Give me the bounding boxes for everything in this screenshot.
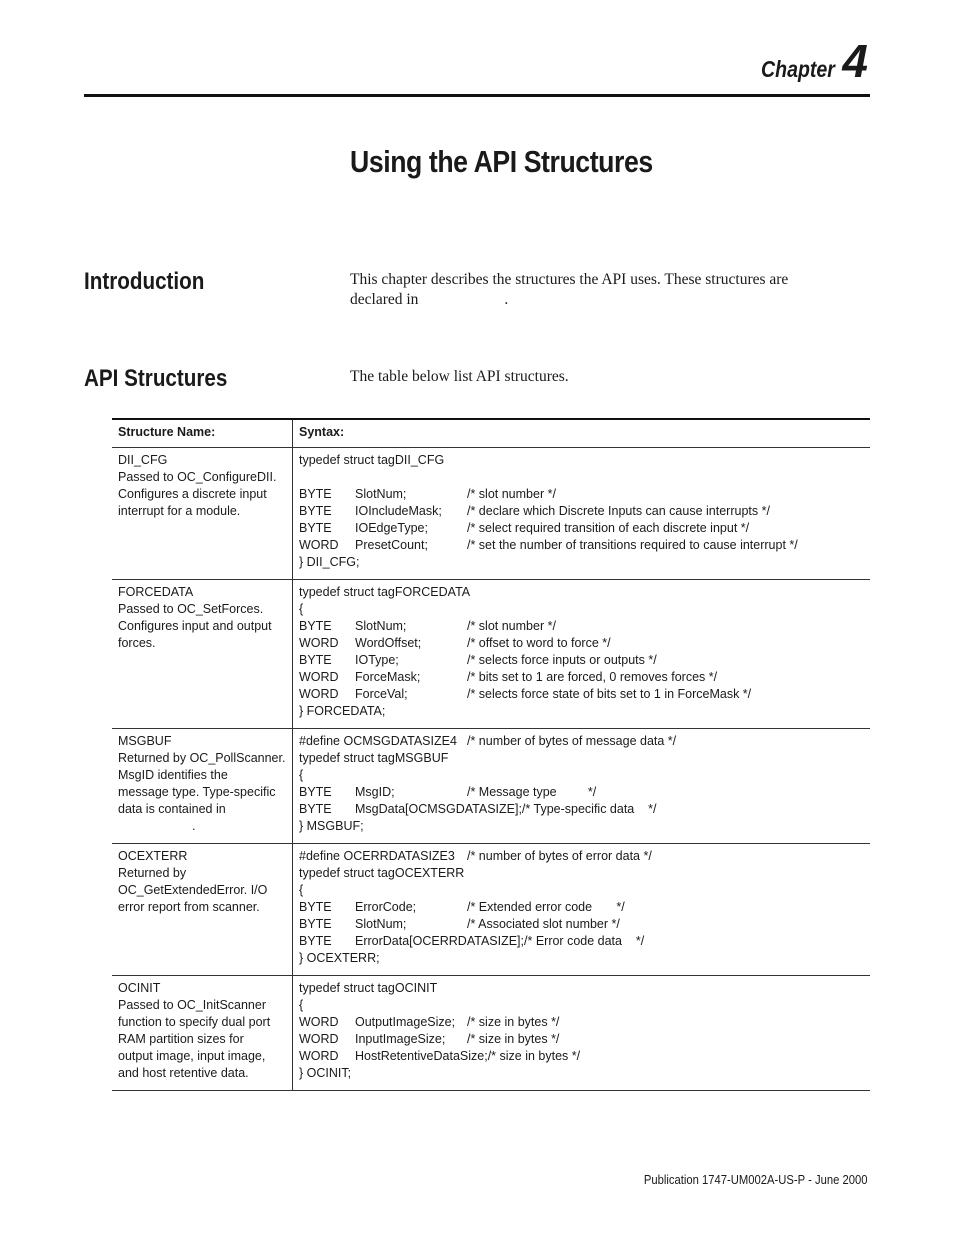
code-text: typedef struct tagFORCEDATA bbox=[299, 585, 471, 599]
structure-name-line: FORCEDATA bbox=[118, 585, 194, 599]
page-title: Using the API Structures bbox=[350, 144, 653, 179]
table-row bbox=[112, 844, 870, 976]
code-field: SlotNum; bbox=[355, 917, 407, 931]
structure-name-line: Passed to OC_ConfigureDII. bbox=[118, 470, 277, 484]
code-field: SlotNum; bbox=[355, 487, 407, 501]
code-line bbox=[299, 554, 864, 571]
code-comment: /* Associated slot number */ bbox=[467, 917, 620, 931]
code-line bbox=[299, 933, 864, 950]
code-field: ErrorCode; bbox=[355, 900, 417, 914]
code-comment: /* set the number of transitions required to cause interrupt */ bbox=[467, 538, 798, 552]
structure-name-cell bbox=[112, 448, 293, 580]
introduction-text-line2: declared in bbox=[350, 291, 419, 308]
structure-name-line: output image, input image, bbox=[118, 1049, 266, 1063]
structure-name-line: RAM partition sizes for bbox=[118, 1032, 244, 1046]
structure-name-line: Configures a discrete input bbox=[118, 487, 267, 501]
code-type: BYTE bbox=[299, 900, 332, 914]
code-comment: /* bits set to 1 are forced, 0 removes forces */ bbox=[467, 670, 718, 684]
structure-name-line: forces. bbox=[118, 636, 156, 650]
chapter-heading bbox=[748, 35, 869, 87]
code-line bbox=[299, 686, 864, 703]
introduction-text-period: . bbox=[504, 291, 509, 308]
chapter-number: 4 bbox=[842, 35, 868, 87]
structure-name-line: OC_GetExtendedError. I/O bbox=[118, 883, 268, 897]
code-type: BYTE bbox=[299, 504, 332, 518]
table-row bbox=[112, 448, 870, 580]
code-line bbox=[299, 997, 864, 1014]
code-define: #define OCERRDATASIZE3 bbox=[299, 849, 455, 863]
structure-name-line: MsgID identifies the bbox=[118, 768, 228, 782]
structure-name-line: OCINIT bbox=[118, 981, 161, 995]
code-text: typedef struct tagDII_CFG bbox=[299, 453, 445, 467]
code-field: ForceVal; bbox=[355, 687, 408, 701]
structure-name-line: and host retentive data. bbox=[118, 1066, 249, 1080]
structure-name-line: OCEXTERR bbox=[118, 849, 188, 863]
code-comment: /* select required transition of each discrete input */ bbox=[467, 521, 750, 535]
code-text: { bbox=[299, 998, 304, 1012]
code-text: typedef struct tagOCEXTERR bbox=[299, 866, 465, 880]
code-type: WORD bbox=[299, 636, 339, 650]
code-field: OutputImageSize; bbox=[355, 1015, 456, 1029]
code-type: BYTE bbox=[299, 619, 332, 633]
code-text: { bbox=[299, 768, 304, 782]
introduction-text bbox=[350, 270, 870, 310]
code-text: } OCINIT; bbox=[299, 1066, 352, 1080]
code-type: WORD bbox=[299, 538, 339, 552]
structure-name-line: Configures input and output bbox=[118, 619, 272, 633]
code-comment: /* number of bytes of message data */ bbox=[467, 734, 677, 748]
code-field: ErrorData[OCERRDATASIZE];/* Error code data */ bbox=[355, 934, 645, 948]
code-line bbox=[299, 503, 864, 520]
structure-name-cell bbox=[112, 580, 293, 729]
code-type: BYTE bbox=[299, 802, 332, 816]
code-text: { bbox=[299, 602, 304, 616]
code-line bbox=[299, 537, 864, 554]
chapter-label: Chapter bbox=[760, 56, 835, 82]
structure-name-line: Passed to OC_InitScanner bbox=[118, 998, 266, 1012]
code-text: typedef struct tagMSGBUF bbox=[299, 751, 449, 765]
code-text: { bbox=[299, 883, 304, 897]
structure-name-cell bbox=[112, 844, 293, 976]
structure-name-line: Passed to OC_SetForces. bbox=[118, 602, 264, 616]
code-text: typedef struct tagOCINIT bbox=[299, 981, 438, 995]
introduction-heading: Introduction bbox=[84, 268, 205, 295]
api-structures-heading: API Structures bbox=[84, 365, 228, 392]
code-line bbox=[299, 950, 864, 967]
code-type: BYTE bbox=[299, 917, 332, 931]
code-type: WORD bbox=[299, 1032, 339, 1046]
structure-name-cell bbox=[112, 729, 293, 844]
code-comment: /* selects force inputs or outputs */ bbox=[467, 653, 657, 667]
structure-name-line: interrupt for a module. bbox=[118, 504, 241, 518]
code-line bbox=[299, 1065, 864, 1082]
header-structure-name: Structure Name: bbox=[112, 419, 293, 448]
introduction-text-line1: This chapter describes the structures the API uses. These structures are bbox=[350, 271, 789, 288]
structure-name-line: MSGBUF bbox=[118, 734, 172, 748]
code-field: ForceMask; bbox=[355, 670, 421, 684]
code-field: MsgData[OCMSGDATASIZE];/* Type-specific data */ bbox=[355, 802, 657, 816]
code-line bbox=[299, 750, 864, 767]
code-text: } DII_CFG; bbox=[299, 555, 360, 569]
syntax-cell bbox=[293, 976, 871, 1091]
code-line bbox=[299, 486, 864, 503]
code-field: IOIncludeMask; bbox=[355, 504, 442, 518]
code-line bbox=[299, 601, 864, 618]
syntax-cell bbox=[293, 448, 871, 580]
code-comment: /* slot number */ bbox=[467, 487, 556, 501]
code-line bbox=[299, 1031, 864, 1048]
code-type: WORD bbox=[299, 1015, 339, 1029]
code-type: WORD bbox=[299, 687, 339, 701]
code-field: SlotNum; bbox=[355, 619, 407, 633]
table-row bbox=[112, 976, 870, 1091]
code-line bbox=[299, 848, 864, 865]
structure-name-line: function to specify dual port bbox=[118, 1015, 271, 1029]
structure-name-line: message type. Type-specific bbox=[118, 785, 276, 799]
code-line bbox=[299, 801, 864, 818]
code-comment: /* Message type */ bbox=[467, 785, 597, 799]
code-line bbox=[299, 652, 864, 669]
code-line bbox=[299, 767, 864, 784]
code-type: BYTE bbox=[299, 487, 332, 501]
structure-name-line: . bbox=[192, 819, 196, 833]
code-type: BYTE bbox=[299, 934, 332, 948]
table-row bbox=[112, 729, 870, 844]
code-line bbox=[299, 1014, 864, 1031]
code-comment: /* declare which Discrete Inputs can cause interrupts */ bbox=[467, 504, 770, 518]
code-comment: /* offset to word to force */ bbox=[467, 636, 611, 650]
syntax-cell bbox=[293, 580, 871, 729]
syntax-cell bbox=[293, 729, 871, 844]
structure-name-line: DII_CFG bbox=[118, 453, 168, 467]
code-text: } OCEXTERR; bbox=[299, 951, 380, 965]
table-body bbox=[112, 448, 870, 1091]
structure-name-line: data is contained in bbox=[118, 802, 226, 816]
chapter-rule bbox=[84, 94, 870, 97]
footer-publication: Publication 1747-UM002A-US-P - June 2000 bbox=[644, 1173, 868, 1187]
structure-name-line: Returned by bbox=[118, 866, 187, 880]
code-line bbox=[299, 635, 864, 652]
code-line bbox=[299, 703, 864, 720]
structure-name-line: Returned by OC_PollScanner. bbox=[118, 751, 286, 765]
code-line bbox=[299, 1048, 864, 1065]
table-header-row bbox=[112, 419, 870, 448]
code-comment: /* selects force state of bits set to 1 in ForceMask */ bbox=[467, 687, 752, 701]
code-type: WORD bbox=[299, 670, 339, 684]
code-field: MsgID; bbox=[355, 785, 395, 799]
code-line bbox=[299, 865, 864, 882]
code-comment: /* size in bytes */ bbox=[467, 1015, 560, 1029]
code-field: IOType; bbox=[355, 653, 399, 667]
code-line bbox=[299, 469, 864, 486]
code-field: InputImageSize; bbox=[355, 1032, 446, 1046]
code-text: } FORCEDATA; bbox=[299, 704, 386, 718]
code-line bbox=[299, 452, 864, 469]
code-comment: /* slot number */ bbox=[467, 619, 556, 633]
structure-name-cell bbox=[112, 976, 293, 1091]
code-line bbox=[299, 520, 864, 537]
code-line bbox=[299, 784, 864, 801]
code-line bbox=[299, 899, 864, 916]
code-line bbox=[299, 669, 864, 686]
code-field: WordOffset; bbox=[355, 636, 422, 650]
code-field: PresetCount; bbox=[355, 538, 428, 552]
code-comment: /* number of bytes of error data */ bbox=[467, 849, 652, 863]
code-text: } MSGBUF; bbox=[299, 819, 364, 833]
code-comment: /* Extended error code */ bbox=[467, 900, 625, 914]
syntax-cell bbox=[293, 844, 871, 976]
code-field: IOEdgeType; bbox=[355, 521, 428, 535]
code-comment: /* size in bytes */ bbox=[467, 1032, 560, 1046]
code-line bbox=[299, 882, 864, 899]
code-line bbox=[299, 733, 864, 750]
code-define: #define OCMSGDATASIZE4 bbox=[299, 734, 457, 748]
table-row bbox=[112, 580, 870, 729]
code-type: WORD bbox=[299, 1049, 339, 1063]
code-line bbox=[299, 916, 864, 933]
code-line bbox=[299, 818, 864, 835]
api-structures-text: The table below list API structures. bbox=[350, 368, 569, 385]
header-syntax: Syntax: bbox=[293, 419, 871, 448]
code-type: BYTE bbox=[299, 521, 332, 535]
code-line bbox=[299, 584, 864, 601]
code-line bbox=[299, 618, 864, 635]
code-type: BYTE bbox=[299, 653, 332, 667]
code-field: HostRetentiveDataSize;/* size in bytes */ bbox=[355, 1049, 581, 1063]
code-line bbox=[299, 980, 864, 997]
structure-name-line: error report from scanner. bbox=[118, 900, 260, 914]
code-type: BYTE bbox=[299, 785, 332, 799]
api-structures-table bbox=[112, 418, 870, 1091]
